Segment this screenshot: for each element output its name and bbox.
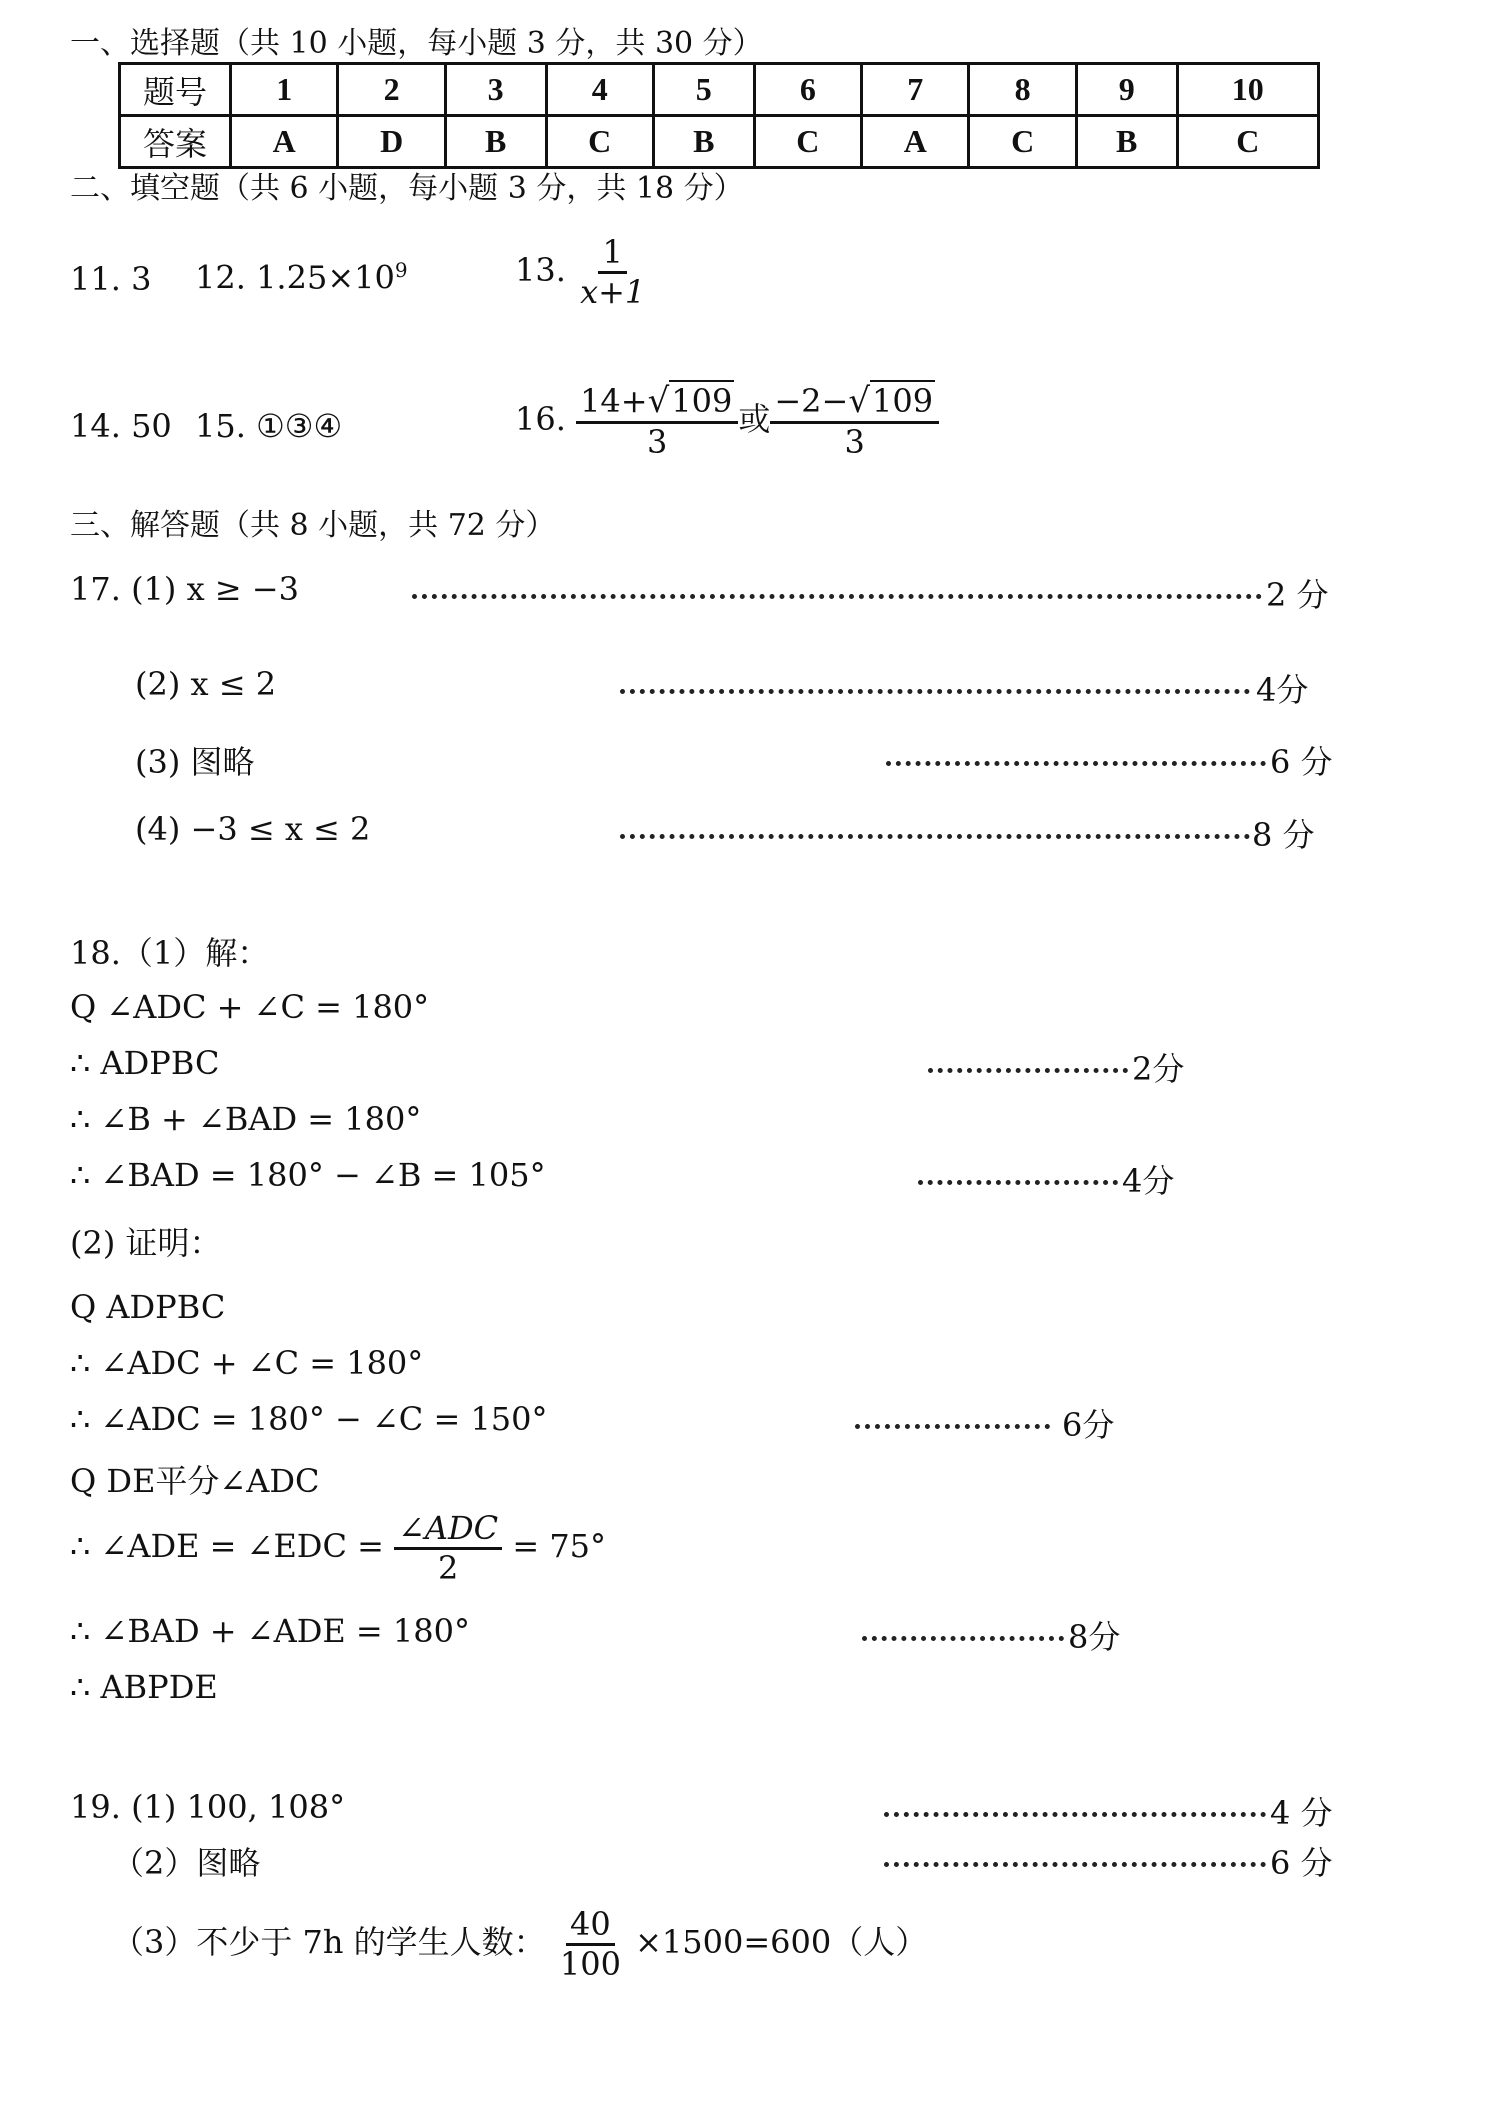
- fraction: [576, 234, 649, 311]
- question-number: 9: [1076, 64, 1177, 116]
- question-number: 1: [231, 64, 338, 116]
- question-number: 3: [445, 64, 546, 116]
- equation-suffix: = 75°: [512, 1526, 607, 1565]
- answer-11: 11. 3: [70, 260, 152, 298]
- q19-line3-prefix: （3）不少于 7h 的学生人数：: [112, 1922, 546, 1961]
- fraction-denominator: 3: [647, 423, 668, 462]
- q18-line: ∴ ∠BAD + ∠ADE = 180°: [70, 1612, 470, 1650]
- fraction: [576, 382, 738, 461]
- q18-line: Q ADPBC: [70, 1288, 226, 1326]
- fraction-numerator: [576, 382, 738, 424]
- answer-cell: C: [546, 116, 653, 168]
- q18-line: ∴ ADPBC: [70, 1044, 220, 1082]
- dot-leader: [886, 761, 1266, 766]
- q18-line: ∴ ∠ADC + ∠C = 180°: [70, 1344, 424, 1382]
- dot-leader: [884, 1812, 1266, 1817]
- answer-cell: C: [969, 116, 1076, 168]
- answer-row: [120, 116, 1319, 168]
- score-label: 6 分: [1270, 743, 1333, 781]
- answer-12-exponent: 9: [394, 258, 408, 282]
- question-number: 7: [862, 64, 969, 116]
- fraction-denominator: x+1: [580, 272, 646, 311]
- answer-15: 15. ①③④: [195, 407, 343, 445]
- question-number-row: [120, 64, 1319, 116]
- fraction-numerator: [770, 382, 939, 424]
- q19-line1: 19. (1) 100, 108°: [70, 1788, 346, 1826]
- numerator-prefix: 14+: [580, 382, 648, 420]
- answer-cell: A: [231, 116, 338, 168]
- answer-cell: C: [1177, 116, 1318, 168]
- q17-line3: (3) 图略: [135, 743, 255, 781]
- score-label: 4 分: [1270, 1794, 1333, 1832]
- score-label: 2 分: [1266, 576, 1329, 614]
- q18-line: ∴ ∠ADC = 180° − ∠C = 150°: [70, 1400, 548, 1438]
- fraction-denominator: 100: [559, 1944, 621, 1983]
- fraction: [770, 382, 939, 461]
- dot-leader: [412, 594, 1262, 599]
- answer-cell: B: [445, 116, 546, 168]
- score-label: 8 分: [1252, 816, 1315, 854]
- answer-12: [195, 258, 408, 297]
- score-label: 8分: [1068, 1618, 1121, 1656]
- q18-line: ∴ ABPDE: [70, 1668, 218, 1706]
- radicand: 109: [671, 382, 733, 420]
- fraction-denominator: 3: [844, 423, 865, 462]
- q18-line: ∴ ∠BAD = 180° − ∠B = 105°: [70, 1156, 546, 1194]
- row-header-question: 题号: [120, 64, 231, 116]
- score-label: 6 分: [1270, 1844, 1333, 1882]
- section3-title: 三、解答题（共 8 小题，共 72 分）: [70, 508, 556, 543]
- score-label: 4分: [1122, 1162, 1175, 1200]
- equation-prefix: ∴ ∠ADE = ∠EDC =: [70, 1526, 384, 1565]
- dot-leader: [928, 1068, 1128, 1073]
- fraction: [556, 1906, 625, 1983]
- row-header-answer: 答案: [120, 116, 231, 168]
- score-label: 4分: [1256, 671, 1309, 709]
- fraction-denominator: 2: [437, 1548, 459, 1587]
- fraction-numerator: ∠ADC: [394, 1510, 502, 1550]
- q19-line3-suffix: ×1500=600（人）: [635, 1922, 928, 1961]
- question-number: 6: [754, 64, 861, 116]
- answer-13-label: 13.: [515, 250, 566, 289]
- answer-16-label: 16.: [515, 399, 566, 438]
- section2-title: 二、填空题（共 6 小题，每小题 3 分，共 18 分）: [70, 171, 744, 206]
- answer-13: [515, 234, 649, 311]
- answer-cell: A: [862, 116, 969, 168]
- q18-head1: 18.（1）解：: [70, 934, 270, 972]
- dot-leader: [855, 1424, 1050, 1429]
- dot-leader: [620, 689, 1250, 694]
- q19-line2: （2）图略: [112, 1844, 261, 1882]
- q19-line3: [112, 1906, 927, 1983]
- question-number: 2: [338, 64, 445, 116]
- q17-line2: (2) x ≤ 2: [135, 665, 277, 703]
- q18-head2: (2) 证明：: [70, 1224, 222, 1262]
- fraction-numerator: 40: [566, 1906, 615, 1946]
- score-label: 2分: [1132, 1050, 1185, 1088]
- dot-leader: [620, 834, 1250, 839]
- question-number: 4: [546, 64, 653, 116]
- score-label: 6分: [1062, 1406, 1115, 1444]
- q17-line4: (4) −3 ≤ x ≤ 2: [135, 810, 371, 848]
- radicand: 109: [872, 382, 934, 420]
- numerator-prefix: −2−: [774, 382, 849, 420]
- q18-line: Q DE平分∠ADC: [70, 1462, 320, 1500]
- answer-14: 14. 50: [70, 407, 172, 445]
- or-word: 或: [738, 399, 771, 438]
- q18-fraction-line: [70, 1510, 606, 1587]
- question-number: 5: [653, 64, 754, 116]
- answer-cell: B: [1076, 116, 1177, 168]
- answer-table: [118, 62, 1320, 169]
- fraction: [394, 1510, 502, 1587]
- answer-cell: B: [653, 116, 754, 168]
- question-number: 10: [1177, 64, 1318, 116]
- answer-12-base: 12. 1.25×10: [195, 258, 395, 297]
- q18-line: ∴ ∠B + ∠BAD = 180°: [70, 1100, 422, 1138]
- q18-line: Q ∠ADC + ∠C = 180°: [70, 988, 430, 1026]
- sqrt-icon: √: [848, 381, 871, 421]
- question-number: 8: [969, 64, 1076, 116]
- section1-title: 一、选择题（共 10 小题，每小题 3 分，共 30 分）: [70, 26, 763, 61]
- sqrt-icon: √: [647, 381, 670, 421]
- dot-leader: [862, 1636, 1064, 1641]
- q17-line1: 17. (1) x ≥ −3: [70, 570, 299, 608]
- answer-16: [515, 382, 939, 461]
- answer-cell: C: [754, 116, 861, 168]
- answer-cell: D: [338, 116, 445, 168]
- dot-leader: [884, 1862, 1266, 1867]
- dot-leader: [918, 1180, 1118, 1185]
- fraction-numerator: 1: [598, 234, 626, 274]
